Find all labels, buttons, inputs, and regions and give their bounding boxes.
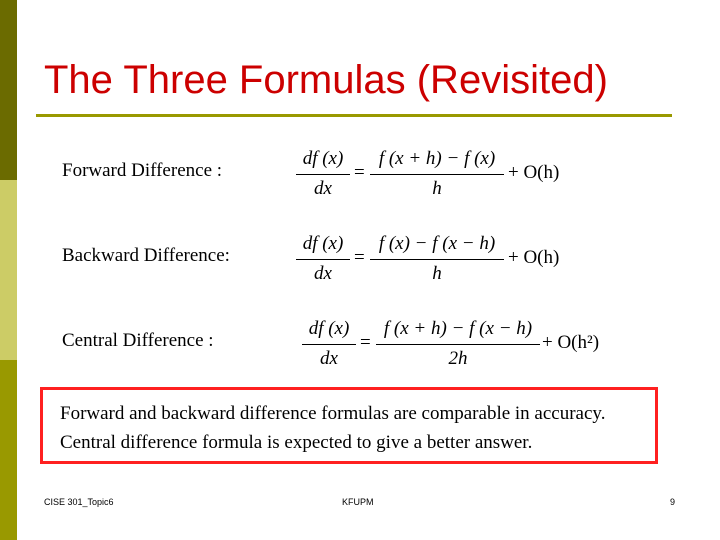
- equals-sign: =: [360, 332, 371, 353]
- side-bar-top: [0, 0, 17, 180]
- equals-sign: =: [354, 247, 365, 268]
- central-difference-label: Central Difference :: [62, 330, 214, 351]
- error-term: + O(h): [508, 162, 560, 183]
- side-bar-bottom: [0, 360, 17, 540]
- footer-course: CISE 301_Topic6: [44, 497, 114, 507]
- footer-institution: KFUPM: [342, 497, 374, 507]
- equals-sign: =: [354, 162, 365, 183]
- slide-title: The Three Formulas (Revisited): [44, 58, 608, 102]
- forward-difference-label: Forward Difference :: [62, 160, 223, 181]
- note-line-2: Central difference formula is expected to give a better answer.: [60, 432, 533, 453]
- note-line-1: Forward and backward difference formulas are comparable in accuracy.: [60, 403, 606, 424]
- error-term: + O(h): [508, 247, 560, 268]
- backward-difference-label: Backward Difference:: [62, 245, 230, 266]
- error-term: + O(h²): [542, 332, 600, 353]
- side-bar-middle: [0, 180, 17, 360]
- page-number: 9: [670, 497, 676, 507]
- title-divider: [36, 114, 672, 117]
